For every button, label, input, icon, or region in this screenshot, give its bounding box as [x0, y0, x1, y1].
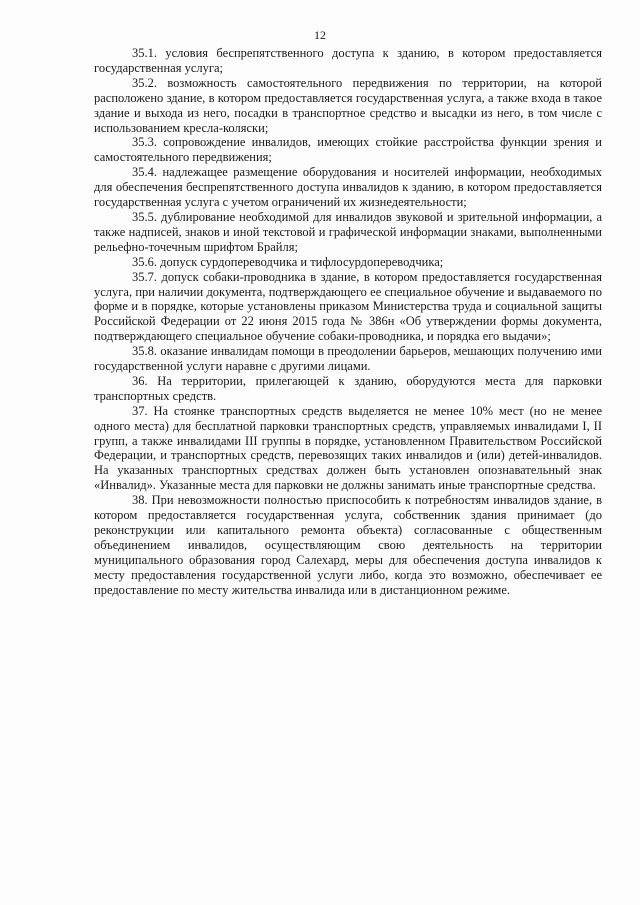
paragraph-35-7: 35.7. допуск собаки-проводника в здание, в котором предоставляется государственная услуга, при наличии документа, подтверждающего ее специальное обучение и выдаваемого по форме и в порядке, которые установлены приказом Министерства труда и социальной защиты Российской Федерации от 22 июня 2015 года № 386н «Об утверждении формы документа, подтверждающего специальное обучение собаки-проводника, и порядка его выдачи»;	[94, 269, 602, 344]
paragraph-35-5: 35.5. дублирование необходимой для инвалидов звуковой и зрительной информации, а также надписей, знаков и иной текстовой и графической информации знаками, выполненными рельефно-точечным шрифтом Брайля;	[94, 209, 602, 254]
paragraph-38: 38. При невозможности полностью приспособить к потребностям инвалидов здание, в котором предоставляется государственная услуга, собственник здания принимает (до реконструкции или капитального ремонта объекта) согласованные с общественным объединением инвалидов, осуществляющим свою деятельность на территории муниципального образования город Салехард, меры для обеспечения доступа инвалидов к месту предоставления государственной услуги либо, когда это возможно, обеспечивает ее предоставление по месту жительства инвалида или в дистанционном режиме.	[94, 493, 602, 597]
paragraph-35-4: 35.4. надлежащее размещение оборудования и носителей информации, необходимых для обеспечения беспрепятственного доступа инвалидов к зданию, в котором предоставляется государственная услуга с учетом ограничений их жизнедеятельности;	[94, 165, 602, 210]
paragraph-35-8: 35.8. оказание инвалидам помощи в преодолении барьеров, мешающих получению ими государственной услуги наравне с другими лицами.	[94, 344, 602, 374]
paragraph-35-3: 35.3. сопровождение инвалидов, имеющих стойкие расстройства функции зрения и самостоятельного передвижения;	[94, 135, 602, 165]
paragraph-35-6: 35.6. допуск сурдопереводчика и тифлосурдопереводчика;	[132, 254, 444, 269]
page-number: 12	[314, 28, 326, 42]
document-body	[94, 46, 602, 598]
paragraph-37: 37. На стоянке транспортных средств выделяется не менее 10% мест (но не менее одного места) для бесплатной парковки транспортных средств, управляемых инвалидами I, II групп, а также инвалидами III группы в порядке, установленном Правительством Российской Федерации, и транспортных средств, перевозящих таких инвалидов и (или) детей-инвалидов. На указанных транспортных средствах должен быть установлен опознавательный знак «Инвалид». Указанные места для парковки не должны занимать иные транспортные средства.	[94, 403, 602, 493]
paragraph-35-2: 35.2. возможность самостоятельного передвижения по территории, на которой расположено здание, в котором предоставляется государственная услуга, а также входа в такое здание и выхода из него, посадки в транспортное средство и высадки из него, в том числе с использованием кресла-коляски;	[94, 75, 602, 135]
paragraph-35-1: 35.1. условия беспрепятственного доступа к зданию, в котором предоставляется государственная услуга;	[94, 46, 602, 75]
paragraph-36: 36. На территории, прилегающей к зданию, оборудуются места для парковки транспортных средств.	[94, 373, 602, 403]
